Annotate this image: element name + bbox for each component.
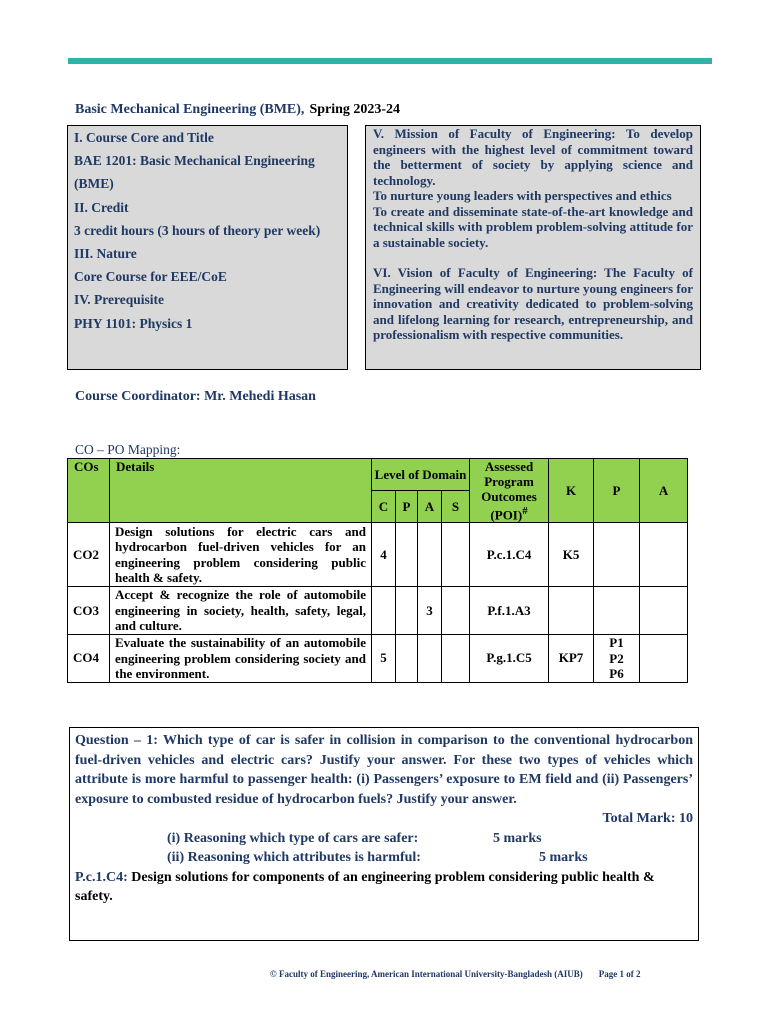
level-a: 3	[418, 587, 442, 635]
course-code-title: BAE 1201: Basic Mechanical Engineering	[74, 153, 315, 169]
question-box	[69, 727, 699, 941]
reason-line-2	[75, 848, 693, 868]
header-a: A	[640, 459, 688, 523]
k-value	[549, 587, 594, 635]
course-coordinator: Course Coordinator: Mr. Mehedi Hasan	[75, 389, 316, 404]
header-k: K	[549, 459, 594, 523]
semester: Spring 2023-24	[309, 102, 401, 117]
course-info-box	[67, 125, 348, 370]
header-p-domain: P	[396, 491, 418, 523]
level-c: 5	[372, 634, 396, 682]
table-row	[68, 523, 688, 587]
p-value-item: P2	[609, 650, 624, 666]
po-description	[75, 868, 693, 907]
page-footer	[270, 969, 640, 979]
assessed-poi: P.f.1.A3	[470, 587, 549, 635]
level-c: 4	[372, 523, 396, 587]
footer-copyright: © Faculty of Engineering, American International University-Bangladesh (AIUB)	[270, 969, 583, 979]
table-row	[68, 634, 688, 682]
level-p	[396, 587, 418, 635]
nature-heading: III. Nature	[74, 246, 137, 262]
mission-statement-3: To create and disseminate state-of-the-art knowledge and technical skills with problem problem-solving attitude for a sustainable society.	[373, 203, 693, 250]
reason-label: (i) Reasoning which type of cars are safer:	[167, 830, 419, 846]
course-abbrev: (BME)	[74, 176, 114, 192]
co-id: CO3	[68, 587, 110, 635]
header-s: S	[442, 491, 470, 523]
co-id: CO2	[68, 523, 110, 587]
level-s	[442, 523, 470, 587]
header-cos: COs	[68, 459, 110, 523]
course-name: Basic Mechanical Engineering (BME),	[75, 102, 305, 117]
p-value	[594, 587, 640, 635]
assessed-poi: P.c.1.C4	[470, 523, 549, 587]
top-accent-bar	[68, 58, 712, 64]
total-mark: Total Mark: 10	[602, 811, 693, 826]
header-level-of-domain: Level of Domain	[372, 459, 470, 491]
header-c: C	[372, 491, 396, 523]
reason-marks: 5 marks	[493, 830, 542, 846]
table-row	[68, 587, 688, 635]
header-assessed-outcomes: Assessed Program Outcomes (POI)#	[470, 459, 549, 523]
vision-statement: VI. Vision of Faculty of Engineering: The Faculty of Engineering will endeavor to nurture young engineers for innovation and creativity dedicated to problem-solving and lifelong learning for research, entrepreneurship, and professionalism with respective communities.	[373, 265, 693, 342]
header-a-domain: A	[418, 491, 442, 523]
a-value	[640, 523, 688, 587]
co-id: CO4	[68, 634, 110, 682]
co-details: Evaluate the sustainability of an automobile engineering problem considering society and the environment.	[110, 634, 372, 682]
mission-vision-box	[365, 125, 701, 370]
p-value	[594, 634, 640, 682]
level-p	[396, 634, 418, 682]
po-desc-text: Design solutions for components of an engineering problem considering public health & safety.	[75, 869, 655, 904]
header-p: P	[594, 459, 640, 523]
level-c	[372, 587, 396, 635]
level-p	[396, 523, 418, 587]
level-a	[418, 523, 442, 587]
a-value	[640, 634, 688, 682]
prerequisite-heading: IV. Prerequisite	[74, 292, 164, 308]
assessed-poi: P.g.1.C5	[470, 634, 549, 682]
co-po-mapping-title: CO – PO Mapping:	[75, 442, 181, 457]
p-value	[594, 523, 640, 587]
header-details: Details	[110, 459, 372, 523]
question-text: Question – 1: Which type of car is safer in collision in comparison to the conventional hydrocarbon fuel-driven vehicles and electric cars? Justify your answer. For these two types of vehicles which attribute is more harmful to passenger health: (i) Passengers’ exposure to EM field and (ii) Passengers’ exposure to combusted residue of hydrocarbon fuels? Justify your answer.	[75, 733, 693, 807]
co-details: Accept & recognize the role of automobile engineering in society, health, safety, legal, and culture.	[110, 587, 372, 635]
page-number: Page 1 of 2	[598, 969, 641, 979]
mission-statement-2: To nurture young leaders with perspectives and ethics	[373, 188, 672, 203]
p-value-item: P1	[609, 635, 624, 651]
reason-label: (ii) Reasoning which attributes is harmful:	[167, 850, 421, 865]
p-value-item: P6	[609, 666, 624, 682]
course-title-line	[75, 102, 420, 122]
level-s	[442, 634, 470, 682]
a-value	[640, 587, 688, 635]
k-value: KP7	[549, 634, 594, 682]
mission-statement: V. Mission of Faculty of Engineering: To develop engineers with the highest level of commitment toward the betterment of society by applying science and technology.	[373, 126, 693, 188]
k-value: K5	[549, 523, 594, 587]
prerequisite-value: PHY 1101: Physics 1	[74, 315, 193, 331]
credit-value: 3 credit hours (3 hours of theory per week)	[74, 222, 321, 238]
level-a	[418, 634, 442, 682]
po-code: P.c.1.C4:	[75, 869, 128, 885]
reason-line-1	[75, 829, 693, 849]
level-s	[442, 587, 470, 635]
credit-heading: II. Credit	[74, 199, 129, 215]
course-core-heading: I. Course Core and Title	[74, 130, 214, 145]
nature-value: Core Course for EEE/CoE	[74, 269, 227, 285]
reason-marks: 5 marks	[539, 850, 588, 865]
co-po-mapping-table	[67, 458, 688, 683]
co-details: Design solutions for electric cars and hydrocarbon fuel-driven vehicles for an engineering problem considering public health & safety.	[110, 523, 372, 587]
